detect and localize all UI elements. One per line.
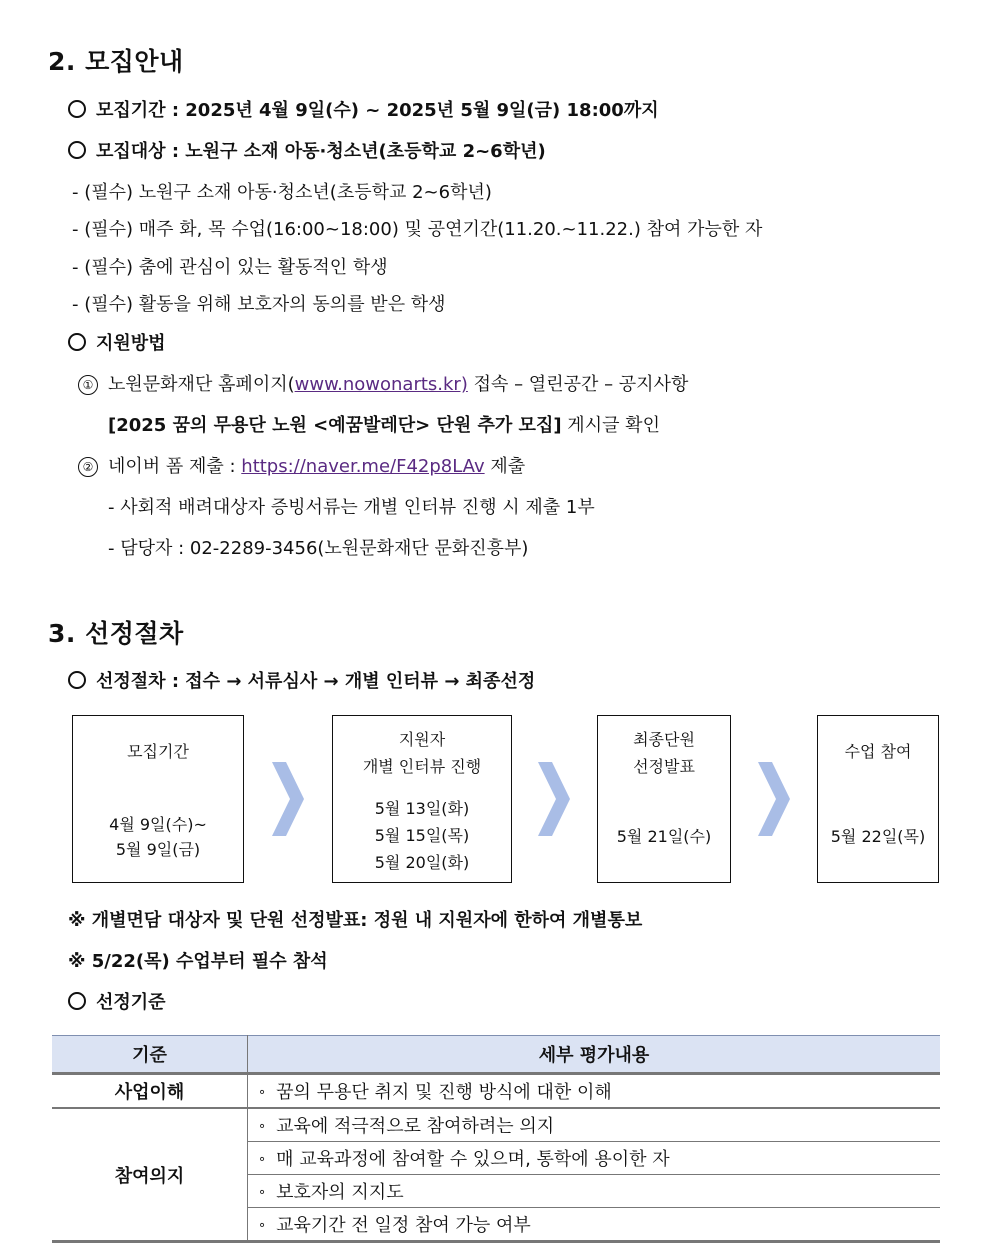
chevron-right-icon <box>272 762 304 836</box>
flow-step-recruit: 모집기간 4월 9일(수)~ 5월 9일(금) <box>72 715 244 883</box>
method-1: ① 노원문화재단 홈페이지(www.nowonarts.kr) 접속 – 열린공간 – 공지사항 <box>78 370 688 396</box>
column-header: 세부 평가내용 <box>248 1036 941 1074</box>
bullet-icon: ∘ <box>258 1152 267 1167</box>
flow-step-announce: 최종단원 선정발표 5월 21일(수) <box>597 715 731 883</box>
flow-step-class: 수업 참여 5월 22일(목) <box>817 715 939 883</box>
naver-form-link[interactable]: https://naver.me/F42p8LAv <box>241 456 485 477</box>
criteria-group: 사업이해 <box>52 1074 248 1109</box>
flow-step-interview: 지원자 개별 인터뷰 진행 5월 13일(화) 5월 15일(목) 5월 20일(화) <box>332 715 512 883</box>
section-2-title: 2. 모집안내 <box>48 47 184 76</box>
number-one-icon: ① <box>78 375 98 395</box>
table-row <box>52 1074 940 1109</box>
selection-process: 선정절차 : 접수 → 서류심사 → 개별 인터뷰 → 최종선정 <box>68 667 535 693</box>
circle-bullet-icon <box>68 100 86 118</box>
criteria-detail: ∘ 보호자의 지지도 <box>248 1175 941 1208</box>
table-header-row <box>52 1036 940 1074</box>
criteria-heading: 선정기준 <box>68 988 166 1014</box>
recruit-period: 모집기간 : 2025년 4월 9일(수) ~ 2025년 5월 9일(금) 18:00까지 <box>68 96 659 122</box>
recruit-target: 모집대상 : 노원구 소재 아동·청소년(초등학교 2~6학년) <box>68 137 546 163</box>
bullet-icon: ∘ <box>258 1119 267 1134</box>
note-item: - 사회적 배려대상자 증빙서류는 개별 인터뷰 진행 시 제출 1부 <box>108 497 595 518</box>
remark-item: ※ 5/22(목) 수업부터 필수 참석 <box>68 951 328 972</box>
circle-bullet-icon <box>68 671 86 689</box>
bullet-icon: ∘ <box>258 1085 267 1100</box>
circle-bullet-icon <box>68 992 86 1010</box>
table-row <box>52 1108 940 1142</box>
note-item: - 담당자 : 02-2289-3456(노원문화재단 문화진흥부) <box>108 538 529 559</box>
criteria-detail: ∘ 매 교육과정에 참여할 수 있으며, 통학에 용이한 자 <box>248 1142 941 1175</box>
bullet-icon: ∘ <box>258 1185 267 1200</box>
criteria-detail: ∘ 교육기간 전 일정 참여 가능 여부 <box>248 1208 941 1242</box>
column-header: 기준 <box>52 1036 248 1074</box>
criteria-detail: ∘ 꿈의 무용단 취지 및 진행 방식에 대한 이해 <box>248 1074 941 1109</box>
circle-bullet-icon <box>68 333 86 351</box>
criteria-group: 참여의지 <box>52 1108 248 1242</box>
method-1-detail: [2025 꿈의 무용단 노원 <예꿈발레단> 단원 추가 모집] 게시글 확인 <box>108 415 660 436</box>
homepage-link[interactable]: www.nowonarts.kr) <box>294 374 468 395</box>
circle-bullet-icon <box>68 141 86 159</box>
criteria-table <box>52 1035 940 1243</box>
number-two-icon: ② <box>78 457 98 477</box>
section-3-title: 3. 선정절차 <box>48 619 184 648</box>
requirement-item: - (필수) 노원구 소재 아동·청소년(초등학교 2~6학년) <box>72 182 492 203</box>
requirement-item: - (필수) 춤에 관심이 있는 활동적인 학생 <box>72 257 388 278</box>
remark-item: ※ 개별면담 대상자 및 단원 선정발표: 정원 내 지원자에 한하여 개별통보 <box>68 910 643 931</box>
method-2: ② 네이버 폼 제출 : https://naver.me/F42p8LAv 제출 <box>78 452 525 478</box>
bullet-icon: ∘ <box>258 1218 267 1233</box>
requirement-item: - (필수) 활동을 위해 보호자의 동의를 받은 학생 <box>72 294 446 315</box>
method-heading: 지원방법 <box>68 329 166 355</box>
chevron-right-icon <box>538 762 570 836</box>
criteria-detail: ∘ 교육에 적극적으로 참여하려는 의지 <box>248 1108 941 1142</box>
chevron-right-icon <box>758 762 790 836</box>
requirement-item: - (필수) 매주 화, 목 수업(16:00~18:00) 및 공연기간(11.20.~11.22.) 참여 가능한 자 <box>72 219 763 240</box>
